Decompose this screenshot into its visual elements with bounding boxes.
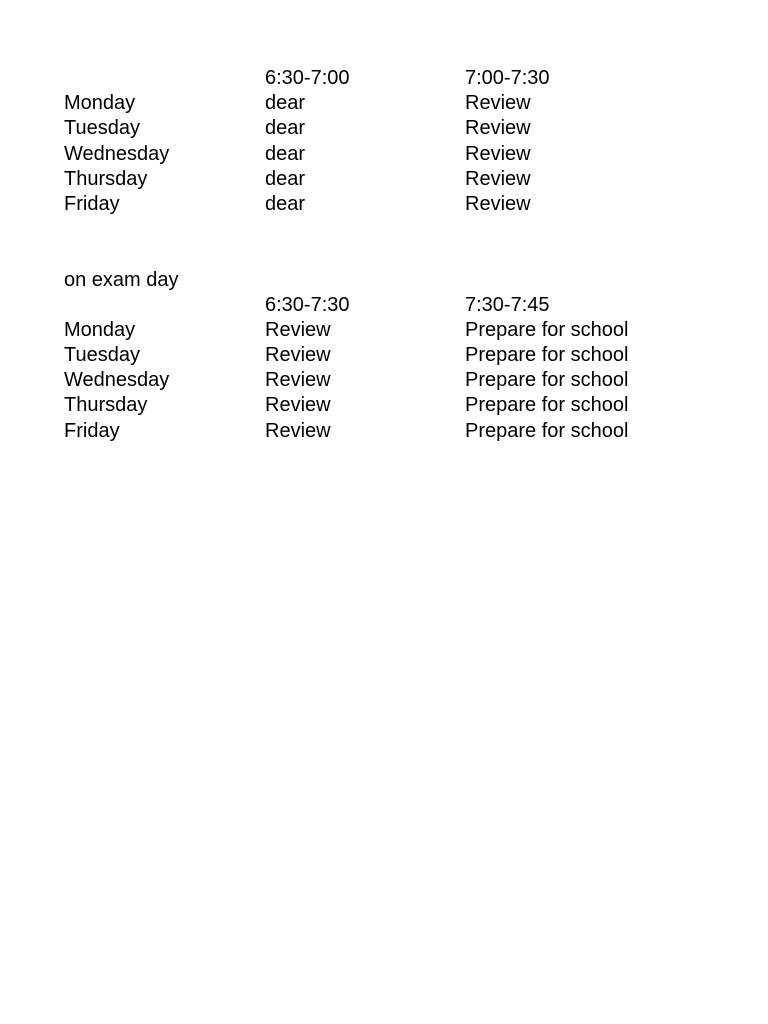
table2-row: [64, 343, 704, 368]
table1-row: [64, 192, 704, 217]
activity-cell: dear: [265, 167, 306, 190]
activity-cell: Prepare for school: [465, 344, 629, 367]
day-cell: Wednesday: [64, 142, 170, 165]
activity-cell: Review: [465, 192, 531, 215]
activity-cell: Review: [265, 344, 331, 367]
activity-cell: Review: [465, 92, 531, 115]
day-cell: Friday: [64, 419, 120, 442]
table2-header-row: [64, 293, 704, 318]
table2-header-cell: 7:30-7:45: [465, 293, 550, 316]
activity-cell: Review: [265, 394, 331, 417]
activity-cell: Review: [265, 419, 331, 442]
section-spacer: [64, 217, 704, 267]
day-cell: Friday: [64, 192, 120, 215]
spreadsheet-page: [64, 66, 704, 444]
activity-cell: Prepare for school: [465, 419, 629, 442]
table2-row: [64, 368, 704, 393]
day-cell: Monday: [64, 318, 136, 341]
activity-cell: dear: [265, 192, 306, 215]
table2-row: [64, 393, 704, 418]
activity-cell: Review: [265, 369, 331, 392]
activity-cell: dear: [265, 92, 306, 115]
table1-row: [64, 167, 704, 192]
activity-cell: dear: [265, 117, 306, 140]
activity-cell: dear: [265, 142, 306, 165]
activity-cell: Review: [465, 142, 531, 165]
table1-header-cell: 7:00-7:30: [465, 67, 550, 89]
activity-cell: Prepare for school: [465, 369, 629, 392]
section-label-row: [64, 268, 704, 293]
table2-header-cell: [64, 293, 265, 318]
day-cell: Tuesday: [64, 344, 140, 367]
table2-row: [64, 318, 704, 343]
day-cell: Monday: [64, 92, 136, 115]
activity-cell: Prepare for school: [465, 318, 629, 341]
day-cell: Thursday: [64, 394, 148, 417]
day-cell: Tuesday: [64, 117, 140, 140]
activity-cell: Prepare for school: [465, 394, 629, 417]
activity-cell: Review: [465, 167, 531, 190]
day-cell: Thursday: [64, 167, 148, 190]
table2-row: [64, 419, 704, 444]
section-label: on exam day: [64, 268, 179, 291]
table1-header-row: [64, 66, 704, 91]
table1-header-cell: [64, 66, 265, 91]
table1-row: [64, 142, 704, 167]
table1-row: [64, 91, 704, 116]
table1-header-cell: 6:30-7:00: [265, 67, 350, 89]
day-cell: Wednesday: [64, 369, 170, 392]
table2-header-cell: 6:30-7:30: [265, 293, 350, 316]
activity-cell: Review: [265, 318, 331, 341]
activity-cell: Review: [465, 117, 531, 140]
table1-row: [64, 116, 704, 141]
